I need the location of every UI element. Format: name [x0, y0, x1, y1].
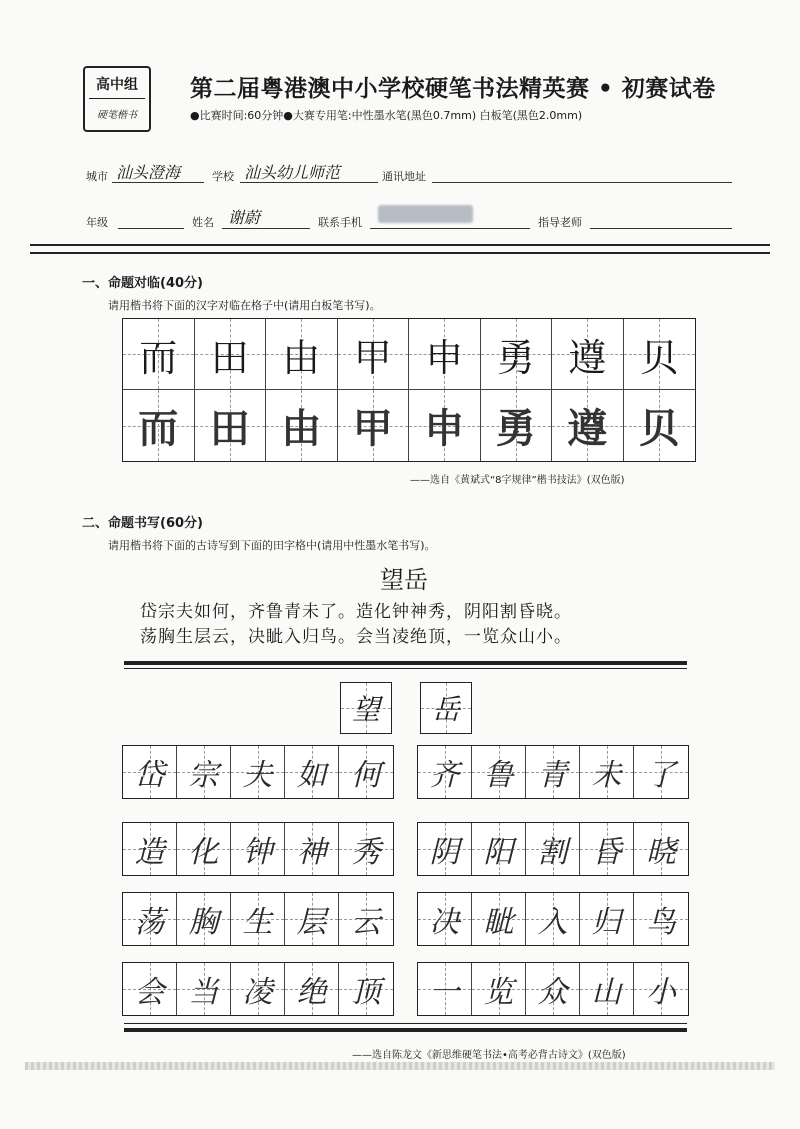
- poem-top-rule-thin: [124, 668, 687, 669]
- poem-char-cell[interactable]: 割: [526, 823, 580, 875]
- written-char-cell[interactable]: 甲: [338, 390, 410, 461]
- poem-char-cell[interactable]: 昏: [580, 823, 634, 875]
- city-value[interactable]: 汕头澄海: [116, 163, 181, 182]
- title-char-cell[interactable]: 岳: [420, 682, 472, 734]
- poem-char-cell[interactable]: 岱: [123, 746, 177, 798]
- header-divider: [30, 244, 770, 254]
- badge-top-text: 高中组: [96, 77, 138, 93]
- poem-char-cell[interactable]: 鲁: [472, 746, 526, 798]
- phone-input[interactable]: [370, 228, 530, 229]
- written-char-cell[interactable]: 而: [123, 390, 195, 461]
- address-input[interactable]: [432, 182, 732, 183]
- poem-grid-left: [122, 822, 394, 876]
- model-char-cell: 甲: [338, 319, 410, 390]
- poem-char-cell[interactable]: 小: [634, 963, 688, 1015]
- poem-char-cell[interactable]: 神: [285, 823, 339, 875]
- poem-grid-left: [122, 745, 394, 799]
- city-label: 城市: [86, 170, 108, 183]
- poem-char-cell[interactable]: 众: [526, 963, 580, 1015]
- school-value[interactable]: 汕头幼儿师范: [244, 163, 341, 182]
- poem-char-cell[interactable]: 荡: [123, 893, 177, 945]
- poem-char-cell[interactable]: 生: [231, 893, 285, 945]
- poem-char-cell[interactable]: 凌: [231, 963, 285, 1015]
- poem-char-cell[interactable]: 入: [526, 893, 580, 945]
- poem-char-cell[interactable]: 胸: [177, 893, 231, 945]
- school-label: 学校: [212, 170, 234, 183]
- poem-bottom-rule: [124, 1028, 687, 1032]
- section2-heading: 二、命题书写(60分): [82, 516, 203, 531]
- poem-char-cell[interactable]: 绝: [285, 963, 339, 1015]
- section1-heading: 一、命题对临(40分): [82, 276, 203, 291]
- poem-char-cell[interactable]: 秀: [339, 823, 393, 875]
- poem-char-cell[interactable]: 层: [285, 893, 339, 945]
- poem-grid-right: [417, 745, 689, 799]
- poem-char-cell[interactable]: 夫: [231, 746, 285, 798]
- address-label: 通讯地址: [382, 170, 426, 183]
- poem-char-cell[interactable]: 顶: [339, 963, 393, 1015]
- poem-line: 岱宗夫如何，齐鲁青未了。造化钟神秀，阴阳割昏晓。: [140, 602, 572, 622]
- poem-char-cell[interactable]: 会: [123, 963, 177, 1015]
- city-underline: [112, 182, 204, 183]
- poem-char-cell[interactable]: 如: [285, 746, 339, 798]
- name-label: 姓名: [192, 216, 214, 229]
- phone-redacted: [378, 205, 473, 223]
- poem-char-cell[interactable]: 览: [472, 963, 526, 1015]
- poem-grid-left: [122, 962, 394, 1016]
- written-char-cell[interactable]: 遵: [552, 390, 624, 461]
- poem-char-cell[interactable]: 造: [123, 823, 177, 875]
- poem-char-cell[interactable]: 了: [634, 746, 688, 798]
- model-char-cell: 遵: [552, 319, 624, 390]
- poem-char-cell[interactable]: 化: [177, 823, 231, 875]
- poem-char-cell[interactable]: 山: [580, 963, 634, 1015]
- poem-char-cell[interactable]: 归: [580, 893, 634, 945]
- poem-char-cell[interactable]: 晓: [634, 823, 688, 875]
- poem-char-cell[interactable]: 眦: [472, 893, 526, 945]
- poem-char-cell[interactable]: 青: [526, 746, 580, 798]
- name-value[interactable]: 谢蔚: [228, 208, 261, 227]
- written-char-cell[interactable]: 申: [409, 390, 481, 461]
- poem-char-cell[interactable]: 钟: [231, 823, 285, 875]
- section1-source: ——选自《黄斌式“8字规律”楷书技法》(双色版): [410, 475, 625, 486]
- poem-char-cell[interactable]: 宗: [177, 746, 231, 798]
- scan-edge-strip: [25, 1062, 775, 1070]
- title-char-cell[interactable]: 望: [340, 682, 392, 734]
- poem-title: 望岳: [380, 566, 428, 594]
- poem-char-cell[interactable]: 未: [580, 746, 634, 798]
- model-char-cell: 勇: [481, 319, 553, 390]
- model-char-cell: 申: [409, 319, 481, 390]
- section1-instruction: 请用楷书将下面的汉字对临在格子中(请用白板笔书写)。: [108, 299, 381, 312]
- written-char-cell[interactable]: 贝: [624, 390, 696, 461]
- poem-char-cell[interactable]: 一: [418, 963, 472, 1015]
- poem-grid-left: [122, 892, 394, 946]
- model-char-cell: 贝: [624, 319, 696, 390]
- model-char-cell: 由: [266, 319, 338, 390]
- school-underline: [240, 182, 378, 183]
- section2-instruction: 请用楷书将下面的古诗写到下面的田字格中(请用中性墨水笔书写)。: [108, 539, 436, 552]
- poem-grid-right: [417, 892, 689, 946]
- model-char-cell: 而: [123, 319, 195, 390]
- badge-bottom-text: 硬笔楷书: [97, 110, 137, 121]
- poem-bottom-rule-thin: [124, 1023, 687, 1024]
- grade-label: 年级: [86, 216, 108, 229]
- poem-grid-right: [417, 822, 689, 876]
- poem-char-cell[interactable]: 当: [177, 963, 231, 1015]
- exam-title: 第二届粤港澳中小学校硬笔书法精英赛 • 初赛试卷: [190, 76, 716, 102]
- poem-char-cell[interactable]: 云: [339, 893, 393, 945]
- poem-char-cell[interactable]: 阴: [418, 823, 472, 875]
- poem-char-cell[interactable]: 齐: [418, 746, 472, 798]
- teacher-input[interactable]: [590, 228, 732, 229]
- poem-char-cell[interactable]: 鸟: [634, 893, 688, 945]
- poem-grid-right: [417, 962, 689, 1016]
- exam-info: ●比赛时间:60分钟●大赛专用笔:中性墨水笔(黑色0.7mm) 白板笔(黑色2.0mm): [190, 109, 583, 122]
- written-char-cell[interactable]: 由: [266, 390, 338, 461]
- poem-line: 荡胸生层云，决眦入归鸟。会当凌绝顶，一览众山小。: [140, 627, 572, 647]
- poem-top-rule: [124, 661, 687, 665]
- phone-label: 联系手机: [318, 216, 362, 229]
- name-underline: [222, 228, 310, 229]
- written-char-cell[interactable]: 勇: [481, 390, 553, 461]
- written-char-cell[interactable]: 田: [195, 390, 267, 461]
- teacher-label: 指导老师: [538, 216, 582, 229]
- category-badge: [83, 66, 151, 132]
- section2-source: ——选自陈龙文《新思维硬笔书法•高考必背古诗文》(双色版): [352, 1050, 626, 1061]
- model-char-cell: 田: [195, 319, 267, 390]
- poem-char-cell[interactable]: 阳: [472, 823, 526, 875]
- poem-char-cell[interactable]: 何: [339, 746, 393, 798]
- copy-grid: [122, 318, 696, 462]
- poem-char-cell[interactable]: 决: [418, 893, 472, 945]
- grade-input[interactable]: [118, 228, 184, 229]
- badge-divider: [89, 98, 145, 99]
